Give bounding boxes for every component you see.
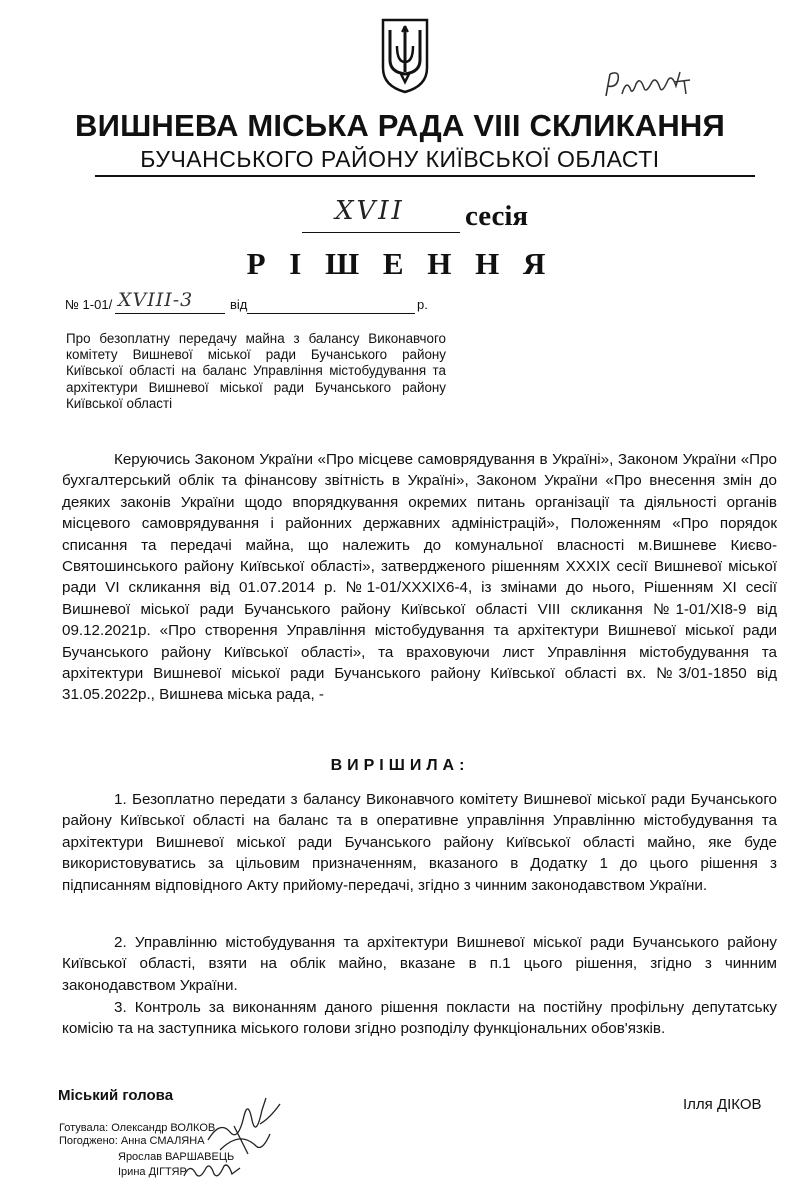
decision-subject: Про безоплатну передачу майна з балансу Виконавчого комітету Вишневої міської ради Бучанського району Київської області на баланс Управління містобудування та архітектури Вишневої міської ради Бучанського району Київської області (66, 331, 446, 411)
signature-scribble-small (180, 1158, 250, 1182)
decision-title: Р І Ш Е Н Н Я (246, 246, 554, 281)
preamble-paragraph: Керуючись Законом України «Про місцеве самоврядування в Україні», Законом України «Про бухгалтерський облік та фінансову звітність в Україні», Законом України «Про внесення змін до деяких законів України щодо впорядкування окремих питань організації та діяльності органів місцевого самоврядування і районних державних адміністрацій», Положенням «Про порядок списання та передачі майна, що належить до комунальної власності м.Вишневе Києво-Святошинського району Київської області», затвердженого рішенням XXXIX сесії Вишневої міської ради VI скликання від 01.07.2014 р. №1-01/XXXIX6-4, із змінами до нього, Рішенням XI сесії Вишневої міської ради Бучанського району Київської області VIII скликання №1-01/XI8-9 від 09.12.2021р. «Про створення Управління містобудування та архітектури Вишневої міської ради Бучанського району Київської області», та враховуючи лист Управління містобудування та архітектури Вишневої міської ради Бучанського району Київської області вх. №3/01-1850 від 31.05.2022р., Вишнева міська рада, - (62, 451, 777, 704)
resolved-heading: ВИРІШИЛА: (330, 757, 470, 774)
mayor-label: Міський голова (58, 1087, 174, 1104)
handwritten-decision-number: XVIII-3 (118, 289, 194, 311)
council-title: ВИШНЕВА МІСЬКА РАДА VIII СКЛИКАННЯ (75, 108, 725, 143)
date-label: від (230, 297, 248, 312)
date-underline (247, 313, 415, 314)
session-underline (302, 232, 460, 233)
number-prefix: № 1-01/ (65, 297, 113, 312)
session-number: XVII (335, 196, 405, 226)
agreed-by-3: Ірина ДІГТЯР (118, 1166, 187, 1178)
session-label: сесія (465, 200, 529, 232)
coat-of-arms-icon (379, 16, 431, 94)
prepared-by: Готувала: Олександр ВОЛКОВ (59, 1122, 216, 1134)
resolution-item-3: 3. Контроль за виконанням даного рішення покласти на постійну профільну депутатську комісію та на заступника міського голови згідно розподілу функціональних обов'язків. (62, 999, 777, 1038)
signature-scribble (200, 1090, 290, 1160)
handwritten-draft-note (600, 66, 710, 106)
agreed-by-2: Ярослав ВАРШАВЕЦЬ (118, 1151, 235, 1163)
number-underline (115, 313, 225, 314)
year-suffix: р. (417, 297, 428, 312)
agreed-by: Погоджено: Анна СМАЛЯНА (59, 1135, 205, 1147)
mayor-name: Ілля ДІКОВ (683, 1096, 762, 1113)
council-subtitle: БУЧАНСЬКОГО РАЙОНУ КИЇВСЬКОЇ ОБЛАСТІ (140, 146, 660, 172)
header-divider (95, 175, 755, 177)
resolution-item-2: 2. Управлінню містобудування та архітектури Вишневої міської ради Бучанського району Київської області, взяти на облік майно, вказане в п.1 цього рішення, згідно з чинним законодавством України. (62, 934, 777, 994)
resolution-item-1: 1. Безоплатно передати з балансу Виконавчого комітету Вишневої міської ради Бучанського району Київської області на баланс та в оперативне управління Управлінню містобудування та архітектури Вишневої міської ради Бучанського району Київської області майно, яке буде використовуватись за цільовим призначенням, вказаного в Додатку 1 до цього рішення з підписанням відповідного Акту прийому-передачі, згідно з чинним законодавством України. (62, 791, 777, 894)
